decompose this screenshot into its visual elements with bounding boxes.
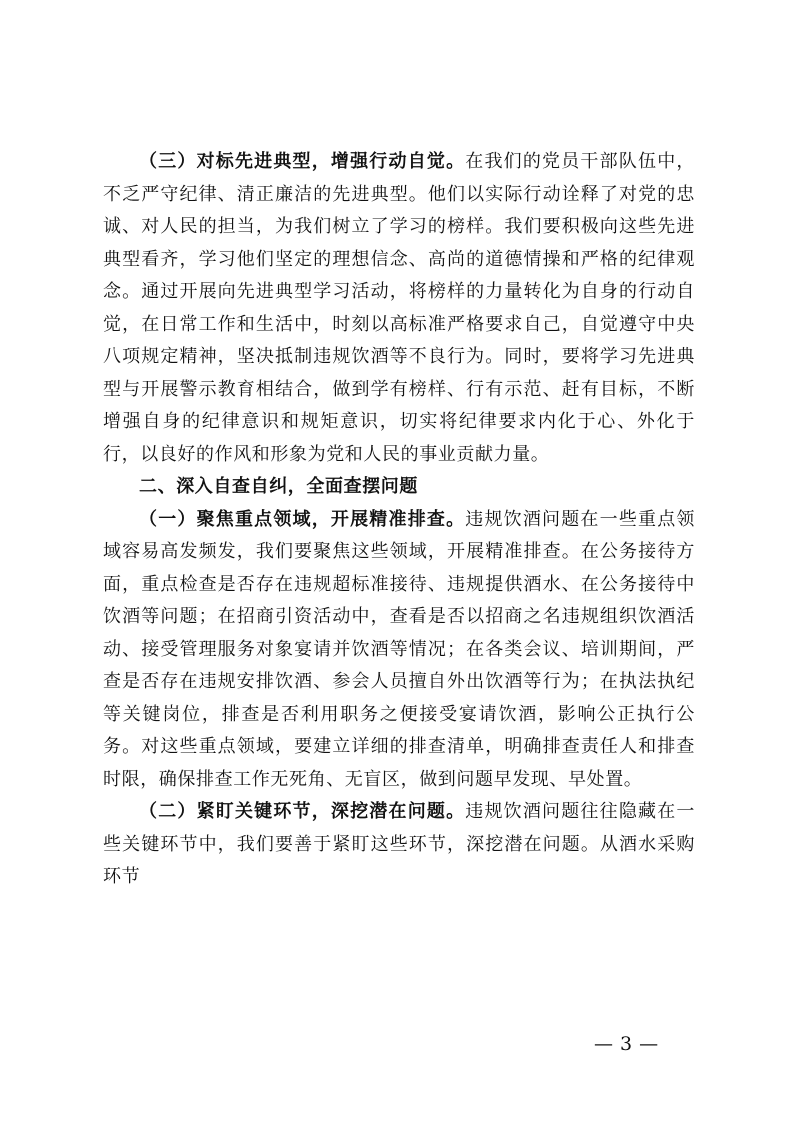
paragraph-key-areas (103, 504, 695, 797)
page-body (103, 146, 695, 894)
paragraph-lead: （一）聚焦重点领域，开展精准排查。 (139, 508, 466, 530)
paragraph-body: 违规饮酒问题在一些重点领域容易高发频发，我们要聚焦这些领域，开展精准排查。在公务接待方面，重点检查是否存在违规超标准接待、违规提供酒水、在公务接待中饮酒等问题；在招商引资活动中，查看是否以招商之名违规组织饮酒活动、接受管理服务对象宴请并饮酒等情况；在各类会议、培训期间，严查是否存在违规安排饮酒、参会人员擅自外出饮酒等行为；在执法执纪等关键岗位，排查是否利用职务之便接受宴请饮酒，影响公正执行公务。对这些重点领域，要建立详细的排查清单，明确排查责任人和排查时限，确保排查工作无死角、无盲区，做到问题早发现、早处置。 (103, 508, 695, 790)
paragraph-benchmark-models (103, 146, 695, 471)
paragraph-body: 在我们的党员干部队伍中，不乏严守纪律、清正廉洁的先进典型。他们以实际行动诠释了对党的忠诚、对人民的担当，为我们树立了学习的榜样。我们要积极向这些先进典型看齐，学习他们坚定的理想信念、高尚的道德情操和严格的纪律观念。通过开展向先进典型学习活动，将榜样的力量转化为自身的行动自觉，在日常工作和生活中，时刻以高标准严格要求自己，自觉遵守中央八项规定精神，坚决抵制违规饮酒等不良行为。同时，要将学习先进典型与开展警示教育相结合，做到学有榜样、行有示范、赶有目标，不断增强自身的纪律意识和规矩意识，切实将纪律要求内化于心、外化于行，以良好的作风和形象为党和人民的事业贡献力量。 (103, 151, 695, 465)
paragraph-key-links (103, 796, 695, 894)
section-heading: 二、深入自查自纠，全面查摆问题 (139, 476, 418, 497)
paragraph-lead: （二）紧盯关键环节，深挖潜在问题。 (139, 801, 466, 822)
page-number: — 3 — (594, 1033, 659, 1055)
paragraph-body: 违规饮酒问题往往隐藏在一些关键环节中，我们要善于紧盯这些环节，深挖潜在问题。从酒水采购环节 (103, 801, 695, 887)
paragraph-lead: （三）对标先进典型，增强行动自觉。 (139, 151, 466, 172)
